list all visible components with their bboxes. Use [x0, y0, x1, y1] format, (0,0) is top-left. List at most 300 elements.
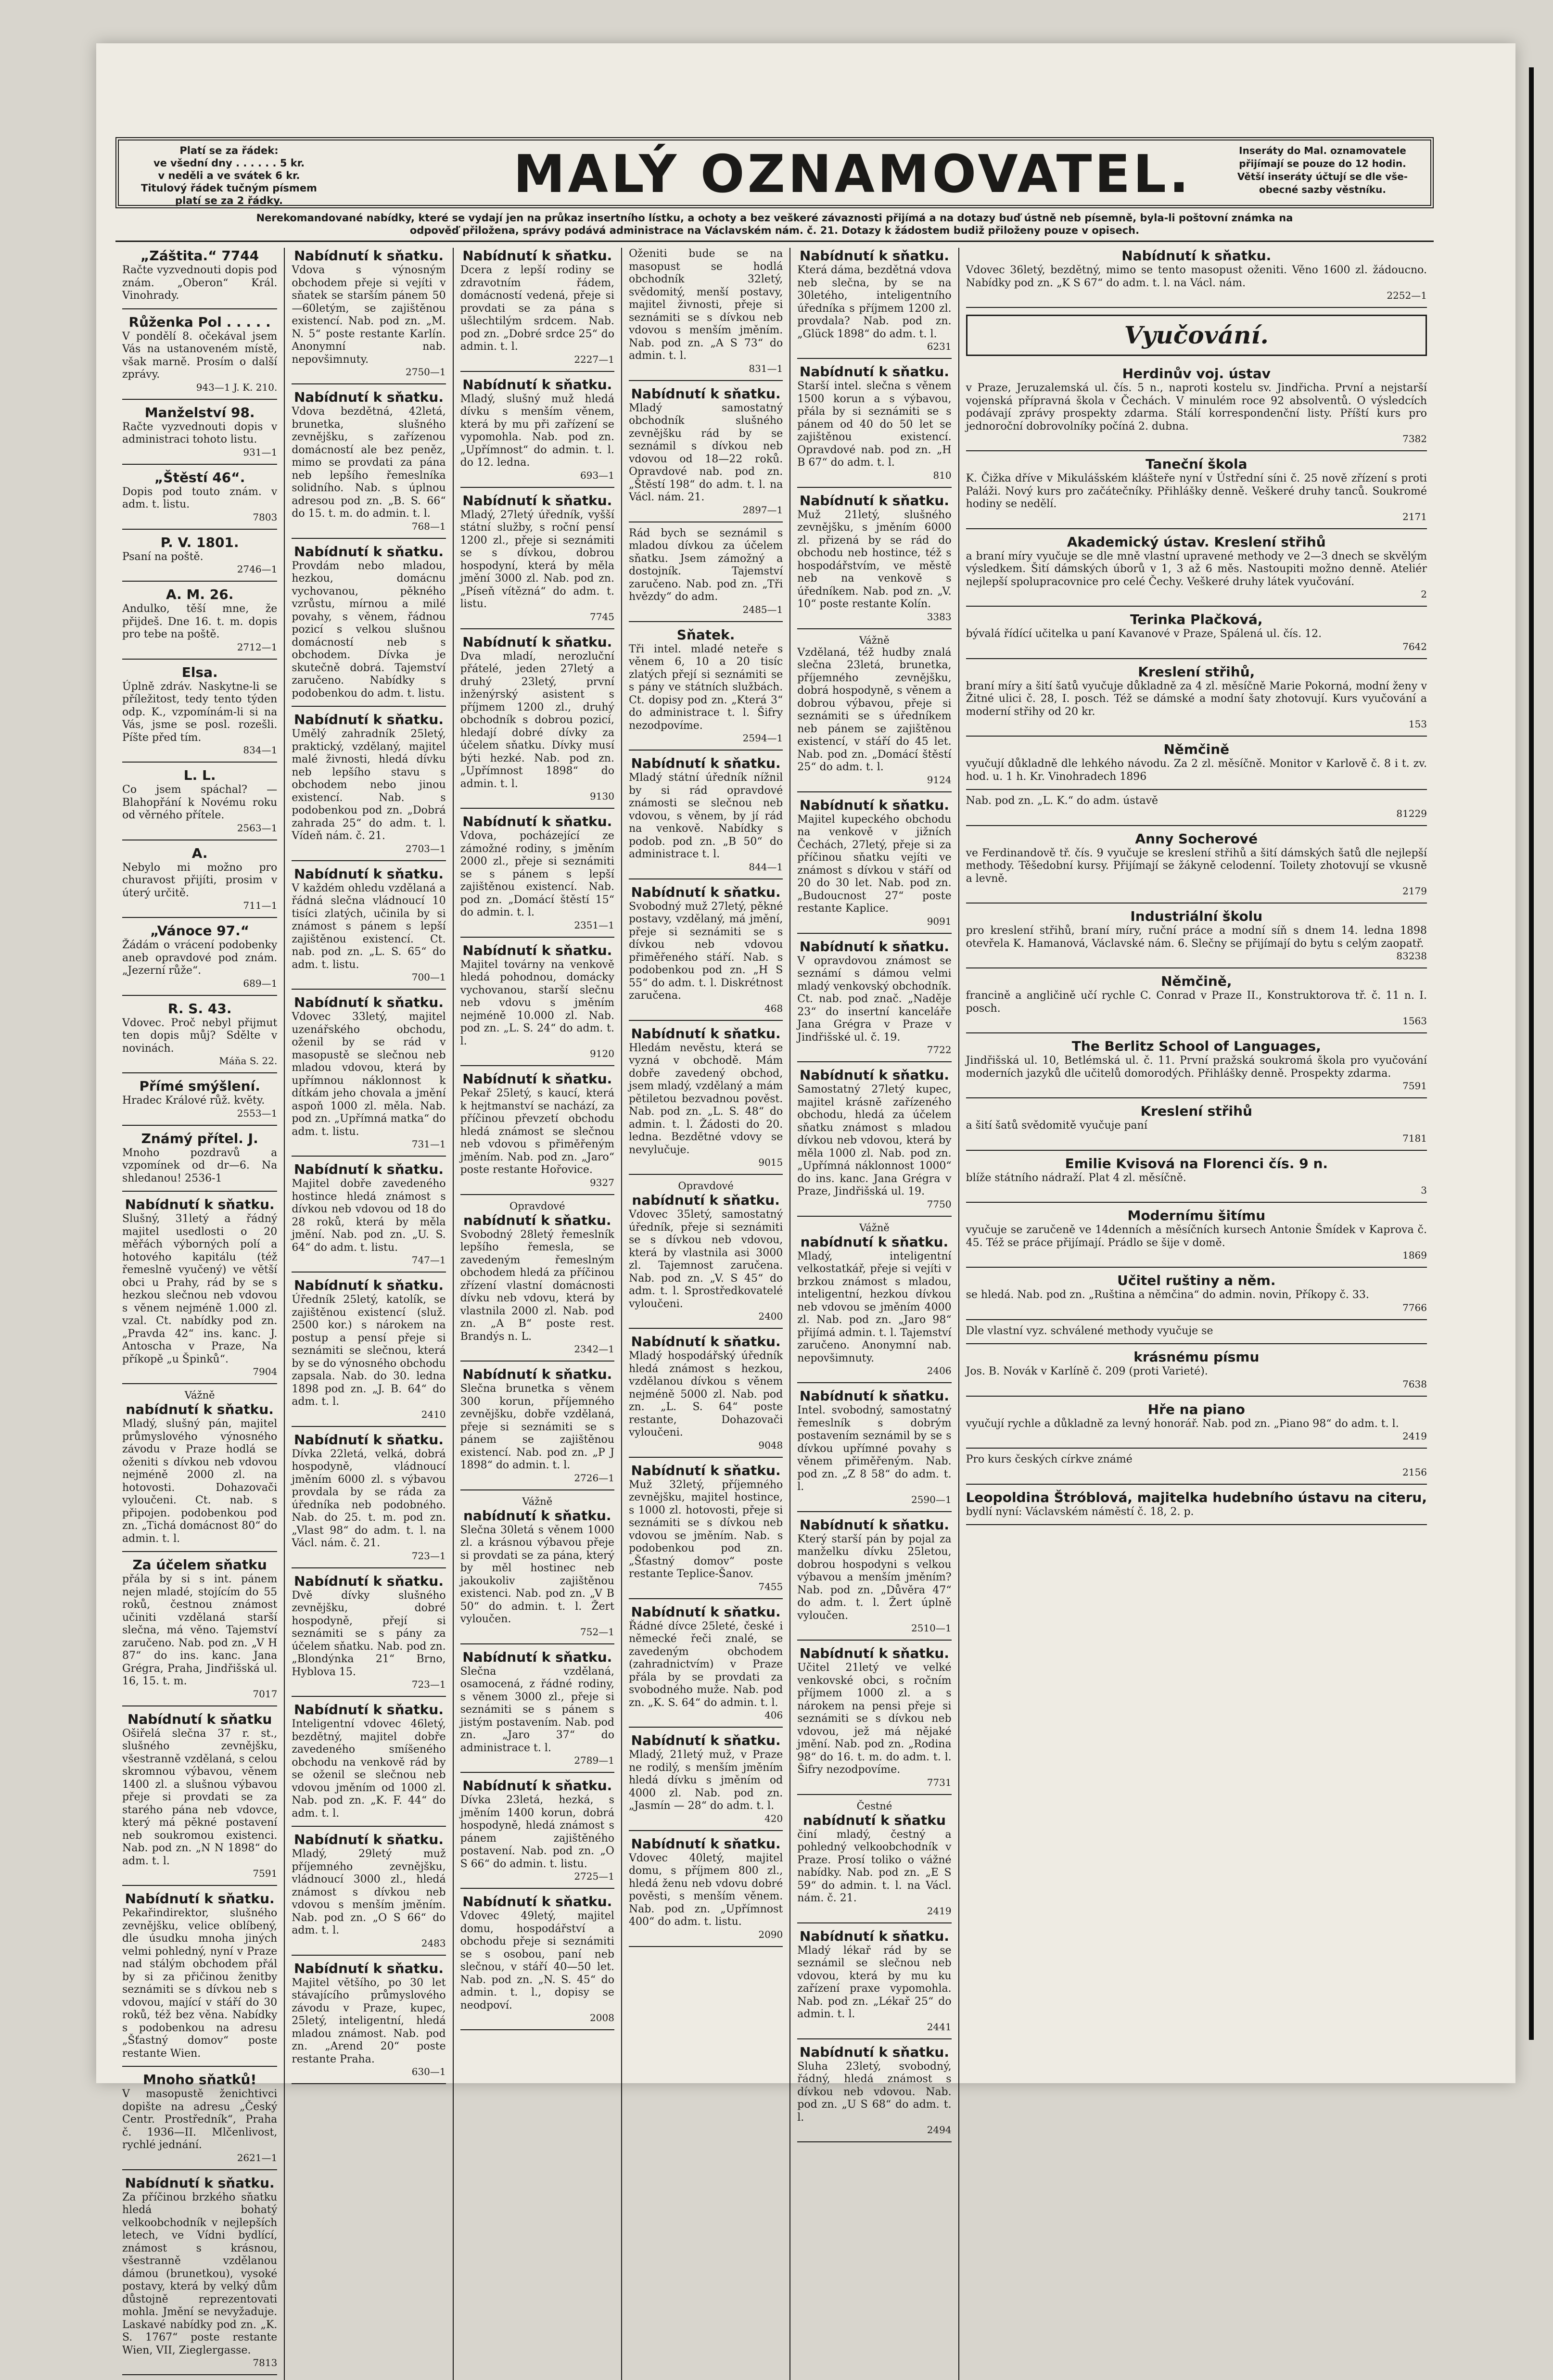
editorial-notice: [135, 212, 1414, 237]
classified-ad: [122, 586, 277, 653]
ad-body: Dle vlastní vyz. schválené methody vyučuje se: [966, 1324, 1213, 1337]
ad-reference-number: 9048: [758, 1439, 783, 1451]
ad-reference-number: 943—1 J. K. 210.: [196, 381, 278, 393]
ad-reference-number: 7591: [253, 1868, 278, 1879]
classified-ad: [122, 1891, 277, 2060]
ad-reference-number: 768—1: [411, 520, 446, 532]
ad-heading: Akademický ústav. Kreslení střihů: [1067, 534, 1326, 550]
ad-heading: Herdinův voj. ústav: [1122, 366, 1271, 382]
ad-body: Slušný, 31letý a řádný majitel usedlosti o 20 měřách výborných polí a hotového kapitálu (též řemeslně vyučený) ve větší obci u Prahy, rád by se s hezkou slečnou neb vdovou s věnem nejméně 1.000 zl. vzal. Ct. nabídky pod zn. „Pravda 42“ ins. kanc. J. Antoscha v Praze, Na příkopě „u Špinků“.: [122, 1213, 278, 1365]
ad-reference-number: 723—1: [411, 1550, 446, 1562]
ad-body: Muž 32letý, příjemného zevnějšku, majitel hostince, s 1000 zl. hotovosti, přeje si seznámiti se s dívkou neb vdovou se jměním. Nab. s podobenkou pod zn. „Šťastný domov“ poste restante Teplice-Šanov.: [628, 1478, 783, 1580]
ad-body: Řádné dívce 25leté, české i německé řeči znalé, se zavedeným obchodem (zahradnictvím) v Praze přála by se provdati za svobodného muže. Nab. pod zn. „K. S. 64“ do admin. t. l.: [628, 1620, 783, 1709]
ad-heading: Nabídnutí k sňatku.: [631, 1604, 781, 1620]
ad-body: Psaní na poště.: [122, 550, 204, 563]
ad-divider: [797, 1061, 951, 1062]
classified-ad: [797, 364, 951, 481]
ad-divider: [629, 878, 783, 879]
ad-body: Jos. B. Novák v Karlíně č. 209 (proti Varieté).: [966, 1365, 1208, 1377]
ad-reference-number: 7803: [253, 511, 278, 523]
classified-ad: [292, 712, 446, 854]
ad-heading: Nabídnutí k sňatku.: [631, 1732, 781, 1748]
ad-heading: nabídnutí k sňatku.: [463, 1212, 611, 1228]
classified-ad: [122, 2072, 277, 2164]
ad-body: Úplně zdráv. Naskytne-li se příležitost, tedy tento týden odp. K., vzpomínám-li si na Vás, jsme se posl. rozešli. Píšte před tím.: [122, 680, 278, 744]
ad-reference-number: 7591: [1402, 1080, 1427, 1092]
classified-ad: [292, 1432, 446, 1562]
classified-ad: [966, 795, 1427, 819]
ad-kicker: Vážně: [859, 634, 890, 646]
ad-body: vyučují rychle a důkladně za levný honorář. Nab. pod zn. „Piano 98“ do adm. t. l.: [966, 1417, 1399, 1430]
ad-divider: [797, 1216, 951, 1217]
ad-reference-number: 2342—1: [574, 1343, 614, 1355]
ad-body: Mladý lékař rád by se seznámil se slečnou neb vdovou, která by mu ku zařízení praxe vypomohla. Nab. pod zn. „Lékař 25“ do admin. t. l.: [797, 1944, 952, 2020]
ad-heading: Nabídnutí k sňatku.: [799, 364, 949, 380]
ad-divider: [122, 308, 277, 309]
classified-ad: [460, 377, 614, 481]
classified-ad: [292, 389, 446, 532]
ad-body: Žádám o vrácení podobenky aneb opravdové pod znám. „Jezerní růže“.: [122, 939, 278, 977]
ad-heading: Nabídnutí k sňatku.: [631, 755, 781, 771]
ad-divider: [122, 399, 277, 400]
classified-ad: [460, 634, 614, 802]
classified-ad: [122, 2175, 277, 2369]
masthead: [115, 137, 1434, 208]
ad-body: ve Ferdinandově tř. čís. 9 vyučuje se kreslení střihů a šití dámských šatů dle nejlepší methody. Těšedobní kursy. Přijímají se žákyně celodenní. Toilety zhotovují se vkusně a levně.: [966, 847, 1427, 885]
classified-ad: [966, 248, 1427, 301]
classified-ad: [966, 366, 1427, 445]
ad-body: Majitel kupeckého obchodu na venkově v jižních Čechách, 27letý, přeje si za příčinou sňatku vejíti ve známost s dívkou v stáří od 20 do 30 let. Nab. pod zn. „Budoucnost 27“ poste restante Kaplice.: [797, 813, 952, 915]
ad-reference-number: 1563: [1402, 1015, 1427, 1027]
ad-divider: [966, 1032, 1427, 1033]
classified-ad: [292, 544, 446, 700]
ad-divider: [797, 1794, 951, 1795]
ad-columns: [115, 248, 1434, 2368]
classified-ad: [122, 314, 277, 393]
ad-body: Slečna brunetka s věnem 300 korun, příjemného zevnějšku, dobře vzdělaná, přeje si seznámiti se s pánem se zajištěnou existencí. Nab. pod zn. „P J 1898“ do admin. t. l.: [460, 1383, 614, 1471]
ad-body: V opravdovou známost se seznámí s dámou velmi mladý venkovský obchodník. Ct. nab. pod znač. „Naděje 23“ do insertní kanceláře Jana Grégra v Praze v Jindřišské ul. č. 19.: [797, 955, 952, 1044]
classified-ad: [797, 1928, 951, 2033]
ad-reference-number: 7638: [1402, 1378, 1427, 1390]
ad-reference-number: 2090: [758, 1928, 783, 1940]
ad-reference-number: 9327: [590, 1176, 614, 1188]
ad-body: Račte vyzvednouti dopis v administraci tohoto listu.: [122, 420, 278, 445]
deadline-line: obecné sazby věstníku.: [1259, 184, 1386, 195]
ad-reference-number: 2725—1: [574, 1871, 614, 1882]
ad-divider: [292, 383, 446, 384]
ad-divider: [460, 1194, 614, 1195]
ad-heading: L. L.: [183, 767, 216, 783]
ad-divider: [122, 1191, 277, 1192]
ad-divider: [966, 903, 1427, 904]
ad-reference-number: Máňa S. 22.: [219, 1055, 278, 1067]
ad-heading: Nabídnutí k sňatku.: [462, 1649, 612, 1665]
ad-heading: „Štěstí 46“.: [154, 469, 245, 485]
classified-ad: [629, 1836, 783, 1940]
ad-body: Vdovec 35letý, samostatný úředník, přeje si seznámiti se s dívkou neb vdovou, která by vlastnila asi 3000 zl. Tajemnost zaručena. Nab. pod zn. „V. S 45“ do adm. t. l. Sprostředkovatelé vyloučeni.: [628, 1209, 783, 1310]
classified-ad: [122, 923, 277, 989]
ad-heading: Nabídnutí k sňatku.: [799, 1516, 949, 1533]
ad-divider: [629, 1830, 783, 1831]
classified-ad: [797, 1645, 951, 1788]
ad-divider: [122, 1705, 277, 1706]
ad-divider: [966, 528, 1427, 529]
ad-column: [789, 248, 958, 2380]
ad-heading: Leopoldina Štróblová, majitelka hudebního ústavu na citeru,: [966, 1489, 1427, 1505]
ad-reference-number: 7722: [927, 1044, 952, 1056]
ad-reference-number: 406: [764, 1709, 783, 1721]
ad-divider: [966, 1396, 1427, 1397]
ad-divider: [292, 1955, 446, 1956]
masthead-deadlines: [1222, 144, 1424, 196]
ad-body: Mladý hospodářský úředník hledá známost s hezkou, vzdělanou dívkou s věnem nejméně 5000 zl. Nab. pod zn. „L. S. 64“ poste restante, Dohazovači vyloučeni.: [628, 1350, 783, 1438]
ad-divider: [797, 933, 951, 934]
ad-divider: [122, 2374, 277, 2375]
ad-reference-number: 3: [1421, 1184, 1427, 1196]
ad-reference-number: 7904: [253, 1366, 278, 1377]
ad-reference-number: 2621—1: [237, 2151, 278, 2164]
classified-ad: [460, 814, 614, 931]
classified-ad: [966, 1325, 1427, 1338]
ad-divider: [122, 995, 277, 996]
classified-ad: [966, 1273, 1427, 1313]
ad-divider: [460, 1489, 614, 1490]
ad-divider: [629, 1598, 783, 1599]
ad-reference-number: 2494: [927, 2124, 952, 2136]
ad-heading: Terinka Plačková,: [1130, 611, 1263, 627]
ad-heading: Nabídnutí k sňatku.: [462, 492, 612, 509]
ad-heading: Nabídnutí k sňatku.: [462, 248, 612, 264]
ad-reference-number: 2897—1: [742, 504, 783, 516]
ad-heading: Manželství 98.: [144, 404, 255, 420]
ad-heading: Nabídnutí k sňatku.: [293, 1277, 444, 1293]
ad-heading: Nabídnutí k sňatku.: [293, 994, 444, 1010]
ad-reference-number: 153: [1408, 718, 1427, 730]
ad-heading: Nabídnutí k sňatku.: [799, 248, 949, 264]
ad-divider: [460, 1361, 614, 1362]
ad-reference-number: 723—1: [411, 1679, 446, 1690]
ad-divider: [629, 621, 783, 622]
ad-body: Umělý zahradník 25letý, praktický, vzdělaný, majitel malé živnosti, hledá dívku neb lepšího stavu s obchodem nebo jinou existencí. Nab. s podobenkou pod zn. „Dobrá zahrada 25“ do adm. t. l. Vídeň nám. č. 21.: [292, 728, 446, 842]
ad-heading: Za účelem sňatku: [132, 1557, 267, 1573]
ad-body: Pekařindirektor, slušného zevnějšku, velice oblíbený, dle úsudku mnoha jiných velmi pohledný, nyní v Praze nad stálým obchodem přál by si za přičinou ženitby seznámiti se s dívkou neb s vdovou, mající v stáří do 30 roků, též bez věna. Nabídky s podobenkou na adresu „Šťastný domov“ poste restante Wien.: [122, 1907, 278, 2060]
classified-ad: [122, 1131, 277, 1185]
ad-reference-number: 2252—1: [1387, 290, 1427, 301]
classified-ad: [966, 664, 1427, 730]
ad-divider: [629, 1946, 783, 1947]
classified-ad: [797, 1517, 951, 1634]
ad-kicker: Vážně: [522, 1495, 553, 1507]
ad-heading: Nabídnutí k sňatku.: [631, 884, 781, 900]
ad-divider: [292, 1156, 446, 1157]
ad-body: Provdám nebo mladou, hezkou, domácnu vychovanou, pěkného vzrůstu, mírnou a milé povahy, s věnem, řádnou pozicí s velkou slušnou domácností neb s obchodem. Dívka je skutečně dobrá. Tajemství zaručeno. Nabídky s podobenkou do adm. t. listu.: [292, 560, 446, 700]
ad-body: Jindřišská ul. 10, Betlémská ul. č. 11. První pražská soukromá škola pro vyučování moderních jazyků dle učitelů domorodých. Přihlášky denně. Prospekty zdarma.: [966, 1055, 1427, 1080]
ad-reference-number: 2485—1: [742, 603, 783, 615]
ad-kicker: Opravdové: [509, 1200, 565, 1212]
ad-divider: [460, 1643, 614, 1644]
ad-body: Který starší pán by pojal za manželku dívku 25letou, dobrou hospodyni s velkou výbavou a menším jměním? Nab. pod zn. „Důvěra 47“ do adm. t. l. Žert úplně vyloučen.: [797, 1533, 952, 1622]
ad-column: [621, 248, 789, 2380]
ad-body: Dopis pod touto znám. v adm. t. listu.: [122, 485, 278, 510]
classified-ad: [966, 831, 1427, 897]
ad-heading: Učitel ruštiny a něm.: [1117, 1273, 1276, 1288]
ad-divider: [460, 371, 614, 372]
ad-body: Učitel 21letý ve velké venkovské obci, s ročním příjmem 1000 zl. a s nárokem na pensi přeje si seznámiti se s dívkou neb vdovou, jež má nějaké jmění. Nab. pod zn. „Rodina 98“ do 16. t. m. do adm. t. l. Šifry nezodpovíme.: [797, 1662, 952, 1776]
classified-ad: [966, 456, 1427, 522]
ad-divider: [966, 1319, 1427, 1320]
ad-heading: nabídnutí k sňatku: [802, 1812, 946, 1828]
ad-heading: nabídnutí k sňatku.: [463, 1507, 611, 1524]
ad-body: Majitel většího, po 30 let stávajícího průmyslového závodu v Praze, kupec, 25letý, inteligentní, hledá mladou známost. Nab. pod zn. „Arend 20“ poste restante Praha.: [292, 1976, 446, 2065]
classified-ad: [966, 1453, 1427, 1478]
ad-divider: [966, 1524, 1427, 1525]
classified-ad: [292, 1960, 446, 2078]
ad-reference-number: 81229: [1396, 807, 1427, 819]
ad-divider: [292, 538, 446, 539]
classified-ad: [292, 1161, 446, 1266]
classified-ad: [797, 493, 951, 623]
ad-reference-number: 3383: [927, 611, 952, 623]
ad-heading: Nabídnutí k sňatku.: [631, 1462, 781, 1478]
ad-divider: [122, 529, 277, 530]
ad-body: Vdova, pocházející ze zámožné rodiny, s jměním 2000 zl., přeje si seznámiti se s pánem s lepší zajištěnou existencí. Nab. pod zn. „Domácí štěstí 15“ do admin. t. l.: [460, 830, 614, 918]
ad-body: Tři intel. mladé neteře s věnem 6, 10 a 20 tisíc zlatých přejí si seznámiti se s pány ve státních službách. Ct. dopisy pod zn. „Která 3“ do administrace t. l. Šifry nezodpovíme.: [628, 643, 783, 732]
classified-ad: [966, 1208, 1427, 1261]
ad-divider: [629, 1328, 783, 1329]
ad-divider: [966, 1202, 1427, 1203]
ad-heading: Nabídnutí k sňatku.: [293, 543, 444, 560]
ad-divider: [292, 1272, 446, 1273]
ad-body: Mnoho pozdravů a vzpomínek od dr—6. Na shledanou! 2536-1: [122, 1146, 278, 1184]
classified-ad: [292, 1832, 446, 1949]
classified-ad: [122, 248, 277, 303]
ad-body: přála by si s int. pánem nejen mladé, stojícím do 55 roků, čestnou známost učiniti vzdělaná starší slečna, má věno. Tajemství zaručeno. Nab. pod zn. „V H 87“ do ins. kanc. Jana Grégra, Praha, Jindřišská ul. 16, 15. t. m.: [122, 1573, 278, 1687]
classified-ad: [460, 942, 614, 1060]
ad-reference-number: 2510—1: [911, 1622, 952, 1634]
ad-reference-number: 2008: [590, 2012, 614, 2024]
ad-reference-number: 2419: [1402, 1430, 1427, 1442]
ad-body: Račte vyzvednouti dopis pod znám. „Oberon“ Král. Vinohrady.: [122, 264, 278, 302]
classified-ad: [629, 386, 783, 516]
ad-heading: Nabídnutí k sňatku.: [631, 1025, 781, 1042]
ad-divider: [292, 2083, 446, 2084]
ad-body: bydlí nyní: Václavském náměstí č. 18, 2. p.: [966, 1505, 1194, 1518]
ad-heading: nabídnutí k sňatku.: [800, 1234, 949, 1250]
classified-ad: [966, 741, 1427, 783]
ad-divider: [460, 1772, 614, 1773]
ad-body: Hradec Králové růž. květy.: [122, 1095, 265, 1107]
ad-reference-number: 9091: [927, 915, 952, 927]
ad-reference-number: 693—1: [580, 469, 614, 481]
classified-ad: [460, 1894, 614, 2024]
ad-divider: [797, 791, 951, 792]
ad-body: Vdova s výnosným obchodem přeje si vejíti v sňatek se starším pánem 50—60letým, se zajištěnou existencí. Nab. pod zn. „M. N. 5“ poste restante Karlín. Anonymní nab. nepovšimnuty.: [292, 264, 446, 366]
ad-heading: nabídnutí k sňatku.: [126, 1401, 274, 1417]
ad-reference-number: 2351—1: [574, 919, 614, 931]
ad-body: V masopustě ženichtivci dopište na adresu „Český Centr. Prostředník“, Praha č. 1936—II. Mlčenlivost, rychlé jednání.: [122, 2088, 278, 2151]
ad-divider: [966, 1343, 1427, 1344]
ad-heading: Nabídnutí k sňatku.: [293, 1960, 444, 1976]
ad-reference-number: 7017: [253, 1688, 278, 1700]
ad-heading: Nabídnutí k sňatku.: [462, 942, 612, 958]
ad-heading: Nabídnutí k sňatku.: [799, 1388, 949, 1404]
ad-reference-number: 420: [764, 1812, 783, 1824]
ad-heading: Růženka Pol . . . . .: [128, 314, 271, 330]
classified-ad: [122, 1557, 277, 1700]
ad-body: Mladý státní úředník nížnil by si rád opravdové známosti se slečnou neb vdovou, s věnem, by jí rád na venkově. Nabídky s podob. pod zn. „B 50“ do administrace t. l.: [628, 772, 783, 860]
ad-body: Dívka 22letá, velká, dobrá hospodyně, vládnoucí jměním 6000 zl. s výbavou provdala by se ráda za úředníka neb podobného. Nab. do 25. t. m. pod zn. „Vlast 98“ do adm. t. l. na Václ. nám. č. 21.: [292, 1448, 446, 1549]
classified-ad: [966, 1489, 1427, 1519]
ad-heading: Nabídnutí k sňatku.: [631, 1835, 781, 1852]
classified-ad: [460, 1649, 614, 1767]
ad-column: [958, 248, 1434, 2380]
classified-ad: [966, 534, 1427, 600]
ad-body: Mladý, slušný muž hledá dívku s menším věnem, která by mu při zařízení se vypomohla. Nab. pod zn. „Upřímnost“ do admin. t. l. do 12. ledna.: [460, 393, 614, 469]
ad-body: činí mladý, čestný a pohledný velkoobchodník v Praze. Prosí toliko o vážné nabídky. Nab. pod zn. „E S 59“ do admin. t. l. na Václ. nám. č. 21.: [797, 1828, 952, 1904]
ad-body: Muž 21letý, slušného zevnějšku, s jměním 6000 zl. přizená by se rád do obchodu neb hostince, též s hospodářstvím, ve městě neb na venkově s úředníkem. Nab. pod zn. „V. 10“ poste restante Kolín.: [797, 509, 952, 610]
ad-divider: [797, 2038, 951, 2039]
ad-divider: [629, 1174, 783, 1175]
classified-ad: [797, 939, 951, 1056]
ad-divider: [122, 1885, 277, 1886]
ad-reference-number: 2789—1: [574, 1755, 614, 1766]
ad-body: Mladý samostatný obchodník slušného zevnějšku rád by se seznámil s dívkou neb vdovou od 18—22 roků. Opravdové nab. pod zn. „Štěstí 198“ do adm. t. l. na Václ. nám. 21.: [628, 402, 783, 503]
ad-reference-number: 810: [933, 469, 952, 481]
ad-body: Ošiřelá slečna 37 r. st., slušného zevnějšku, všestranně vzdělaná, s celou skromnou výbavou, věnem 1400 zl. a slušnou výbavou přeje si provdati se za starého pána neb vdovce, který má pěkné postavení neb soukromou existenci. Nab. pod zn. „N N 1898“ do adm. t. l.: [122, 1727, 278, 1867]
ad-divider: [460, 487, 614, 488]
ad-divider: [797, 1382, 951, 1383]
classified-ad: [629, 1180, 783, 1322]
ad-heading: Hře na piano: [1147, 1401, 1245, 1417]
ad-column: [115, 248, 284, 2380]
ad-divider: [966, 825, 1427, 826]
pricing-line: platí se za 2 řádky.: [175, 195, 283, 206]
ad-divider: [292, 706, 446, 707]
ad-reference-number: 2590—1: [911, 1493, 952, 1505]
ad-body: a braní míry vyučuje se dle mně vlastní upravené methody ve 2—3 dnech se skvělým výsledkem. Šití dámských úborů v 1, 3 až 6 měs. Nastoupiti možno denně. Ateliér nejlepší spolupracovnice pro celé Čechy. Veškeré druhy látek vyučování.: [966, 550, 1427, 588]
classified-ad: [122, 1389, 277, 1545]
ad-heading: Industriální školu: [1130, 908, 1263, 924]
classified-ad: [629, 1604, 783, 1721]
ad-body: Dívka 23letá, hezká, s jměním 1400 korun, dobrá hospodyně, hledá známost s pánem zajištěného postavení. Nab. pod zn. „O S 66“ do admin. t. listu.: [460, 1794, 614, 1870]
ad-body: Vdovec 40letý, majitel domu, s příjmem 800 zl., hledá ženu neb vdovu dobré pověsti, s menším věnem. Nab. pod zn. „Upřímnost 400“ do adm. t. listu.: [628, 1852, 783, 1928]
ad-body: Inteligentní vdovec 46letý, bezdětný, majitel dobře zavedeného smíšeného obchodu na venkově rád by se oženil se slečnou neb vdovou jměním od 1000 zl. Nab. pod zn. „K. F. 44“ do adm. t. l.: [292, 1718, 446, 1820]
ad-body: Mladý, 21letý muž, v Praze ne rodilý, s menším jměním hledá dívku s jměním od 4000 zl. Nab. pod zn. „Jasmín — 28“ do adm. t. l.: [628, 1749, 783, 1812]
classified-ad: [797, 2044, 951, 2136]
ad-heading: Modernímu šitímu: [1127, 1208, 1266, 1223]
ad-reference-number: 2746—1: [237, 563, 278, 575]
ad-heading: Mnoho sňatků!: [143, 2072, 257, 2087]
ad-heading: Nabídnutí k sňatku.: [799, 1928, 949, 1944]
ad-kicker: Opravdové: [678, 1180, 734, 1192]
classified-ad: [629, 755, 783, 873]
ad-divider: [122, 1072, 277, 1073]
ad-divider: [966, 789, 1427, 790]
ad-reference-number: 7455: [758, 1580, 783, 1592]
ad-reference-number: 2179: [1402, 885, 1427, 897]
ad-heading: A. M. 26.: [165, 586, 234, 602]
ad-body: a šití šatů svědomitě vyučuje paní: [966, 1120, 1147, 1132]
ad-reference-number: 7813: [253, 2357, 278, 2368]
ad-reference-number: 9015: [758, 1157, 783, 1168]
ad-heading: Nabídnutí k sňatku.: [293, 865, 444, 882]
ad-divider: [122, 762, 277, 763]
ad-reference-number: 2: [1421, 588, 1427, 600]
ad-body: Oženiti bude se na masopust se hodlá obchodník 32letý, svědomitý, menší postavy, majitel živnosti, přeje si seznámiti se s dívkou neb vdovou s menším jměním. Nab. pod zn. „A S 73“ do admin. t. l.: [628, 248, 783, 362]
classified-ad: [122, 1711, 277, 1880]
ad-divider: [629, 1457, 783, 1458]
ad-kicker: Vážně: [184, 1389, 215, 1401]
ad-reference-number: 834—1: [243, 744, 278, 756]
ad-body: Pro kurs českých církve známé: [966, 1453, 1133, 1465]
ad-heading: Nabídnutí k sňatku.: [125, 2175, 275, 2191]
ad-divider: [629, 750, 783, 751]
ad-reference-number: 2419: [927, 1905, 952, 1917]
pricing-line: v neděli a ve svátek 6 kr.: [158, 170, 300, 181]
ad-divider: [797, 1640, 951, 1641]
ad-body: se hledá. Nab. pod zn. „Ruština a němčina“ do admin. novin, Příkopy č. 33.: [966, 1289, 1369, 1301]
ad-divider: [122, 2066, 277, 2067]
classified-ad: [460, 1071, 614, 1188]
ad-body: Vdovec 33letý, majitel uzenářského obchodu, oženil by se rád v masopustě se slečnou neb mladou vdovou, která by upřímnou náklonnost k dítkám jeho chovala a jmění aspoň 1000 zl. měla. Nab. pod zn. „Upřímná matka“ do adm. t. listu.: [292, 1011, 446, 1138]
ad-heading: „Záštita.“ 7744: [140, 248, 259, 264]
ad-divider: [966, 450, 1427, 451]
ad-body: Slečna vzdělaná, osamocená, z řádné rodiny, s věnem 3000 zl., přeje si seznámiti se s pánem s jistým postavením. Nab. pod zn. „Jaro 37“ do administrace t. l.: [460, 1665, 614, 1754]
ad-reference-number: 630—1: [411, 2066, 446, 2077]
ad-heading: krásnému písmu: [1133, 1349, 1260, 1365]
ad-heading: Kreslení střihů: [1140, 1103, 1252, 1119]
ad-body: Starší intel. slečna s věnem 1500 korun a s výbavou, přála by si seznámiti se s pánem od 40 do 50 let se zajištěnou existencí. Opravdové nab. pod zn. „H B 67“ do adm. t. l.: [797, 380, 952, 469]
ad-heading: Sňatek.: [676, 626, 735, 643]
classified-ad: [460, 1495, 614, 1638]
ad-body: Vzdělaná, též hudby znalá slečna 23letá, brunetka, příjemného zevnějšku, dobrá hospodyně, s věnem a dobrou výbavou, přeje si seznámiti se s úředníkem neb pánem se zajištěnou existencí, v stáří do 45 let. Nab. pod zn. „Domácí štěstí 25“ do adm. t. l.: [797, 646, 952, 773]
ad-body: Vdovec 49letý, majitel domu, hospodářství a obchodu přeje si seznámiti se s osobou, paní neb slečnou, v stáří 40—50 let. Nab. pod zn. „N. S. 45“ do admin. t. l., dopisy se neodpoví.: [460, 1910, 614, 2011]
ad-reference-number: 7745: [590, 611, 614, 623]
ad-heading: Nabídnutí k sňatku.: [799, 1067, 949, 1083]
ad-heading: Nabídnutí k sňatku.: [462, 1894, 612, 1909]
ad-body: blíže státního nádraží. Plat 4 zl. měsíčně.: [966, 1171, 1186, 1184]
ad-reference-number: 700—1: [411, 971, 446, 983]
classified-ad: [629, 1334, 783, 1451]
ad-body: V pondělí 8. očekával jsem Vás na ustanoveném místě, však marně. Prosím o další zprávy.: [122, 330, 278, 381]
notice-line: Nerekomandované nabídky, které se vydají jen na průkaz insertního lístku, a ochoty a bez veškeré závaznosti přijímá a na dotazy buď ústně neb písemně, byla-li poštovní známka na: [256, 212, 1293, 224]
ad-heading: Přímé smýšlení.: [139, 1078, 260, 1094]
ad-heading: Nabídnutí k sňatku.: [293, 1161, 444, 1177]
classified-ad: [966, 1103, 1427, 1144]
ad-reference-number: 752—1: [580, 1626, 614, 1638]
ad-reference-number: 2703—1: [406, 842, 446, 854]
ad-divider: [122, 1383, 277, 1384]
ad-body: Dvě dívky slušného zevnějšku, dobré hospodyně, přejí si seznámiti se s pány za účelem sňatku. Nab. pod zn. „Blondýnka 21“ Brno, Hyblova 15.: [292, 1589, 446, 1678]
ad-divider: [292, 860, 446, 861]
ad-reference-number: 2750—1: [406, 366, 446, 378]
ad-divider: [966, 658, 1427, 659]
ad-reference-number: 7382: [1402, 433, 1427, 445]
ad-body: V každém ohledu vzdělaná a řádná slečna vládnoucí 10 tisíci zlatých, učinila by si známost s pánem s lepší zajištěnou existencí. Ct. nab. pod zn. „L. S. 65“ do adm. t. listu.: [292, 882, 446, 971]
classified-ad: [629, 627, 783, 744]
ad-heading: Nabídnutí k sňatku.: [799, 2044, 949, 2060]
ad-reference-number: 2171: [1402, 510, 1427, 522]
ad-body: Dva mladí, nerozluční přátelé, jeden 27letý a druhý 23letý, první inženýrský asistent s příjmem 1200 zl., druhý obchodník s dobrou pozicí, hledají dobré dívky za účelem sňatku. Dívky musí býti hezké. Nab. pod zn. „Upřímnost 1898“ do admin. t. l.: [460, 650, 614, 790]
classified-ad: [122, 664, 277, 756]
ad-body: Sluha 23letý, svobodný, řádný, hledá známost s dívkou neb vdovou. Nab. pod zn. „U S 68“ do adm. t. l.: [797, 2060, 952, 2124]
ad-heading: The Berlitz School of Languages,: [1071, 1038, 1321, 1054]
ad-divider: [966, 1484, 1427, 1485]
classified-ad: [122, 1001, 277, 1067]
ad-divider: [292, 1826, 446, 1827]
classified-ad: [122, 405, 277, 458]
ad-body: Svobodný 28letý řemeslník lepšího řemesla, se zavedeným řemeslným obchodem hledá za příčinou zřízení vlastní domácnosti dívku neb vdovu, která by vlastnila 2000 zl. Nab. pod zn. „A B“ poste rest. Brandýs n. L.: [460, 1228, 614, 1343]
